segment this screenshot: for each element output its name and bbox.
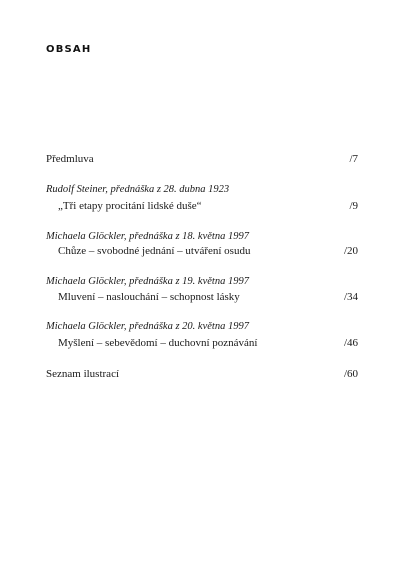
toc-entry-title: „Tři etapy procitání lidské duše“: [58, 200, 202, 212]
toc-entry-title: Předmluva: [46, 153, 94, 165]
toc-entry-author: Rudolf Steiner, přednáška z 28. dubna 1923: [46, 184, 230, 195]
toc-entry-title: Myšlení – sebevědomí – duchovní poznávání: [58, 337, 258, 349]
toc-entry-illustrations: [46, 367, 358, 381]
toc-entry-page: /9: [349, 200, 358, 212]
toc-entry-title: Mluvení – naslouchání – schopnost lásky: [58, 291, 240, 303]
toc-entry-page: /7: [349, 153, 358, 165]
toc-entry-lecture-1: [58, 199, 358, 213]
toc-entry-author: Michaela Glöckler, přednáška z 18. května 1997: [46, 231, 249, 242]
toc-entry-page: /34: [343, 291, 358, 303]
toc-entry-preface: [46, 152, 358, 166]
toc-entry-lecture-2: [58, 244, 358, 258]
toc-entry-author: Michaela Glöckler, přednáška z 19. května 1997: [46, 276, 249, 287]
toc-entry-page: /60: [343, 368, 358, 380]
toc-entry-page: /46: [343, 337, 358, 349]
toc-heading: OBSAH: [46, 44, 92, 55]
toc-entry-page: /20: [343, 245, 358, 257]
toc-entry-title: Chůze – svobodné jednání – utváření osudu: [58, 245, 251, 257]
toc-entry-lecture-4: [58, 336, 358, 350]
toc-entry-title: Seznam ilustrací: [46, 368, 120, 380]
toc-entry-lecture-3: [58, 290, 358, 304]
toc-entry-author: Michaela Glöckler, přednáška z 20. května 1997: [46, 321, 249, 332]
